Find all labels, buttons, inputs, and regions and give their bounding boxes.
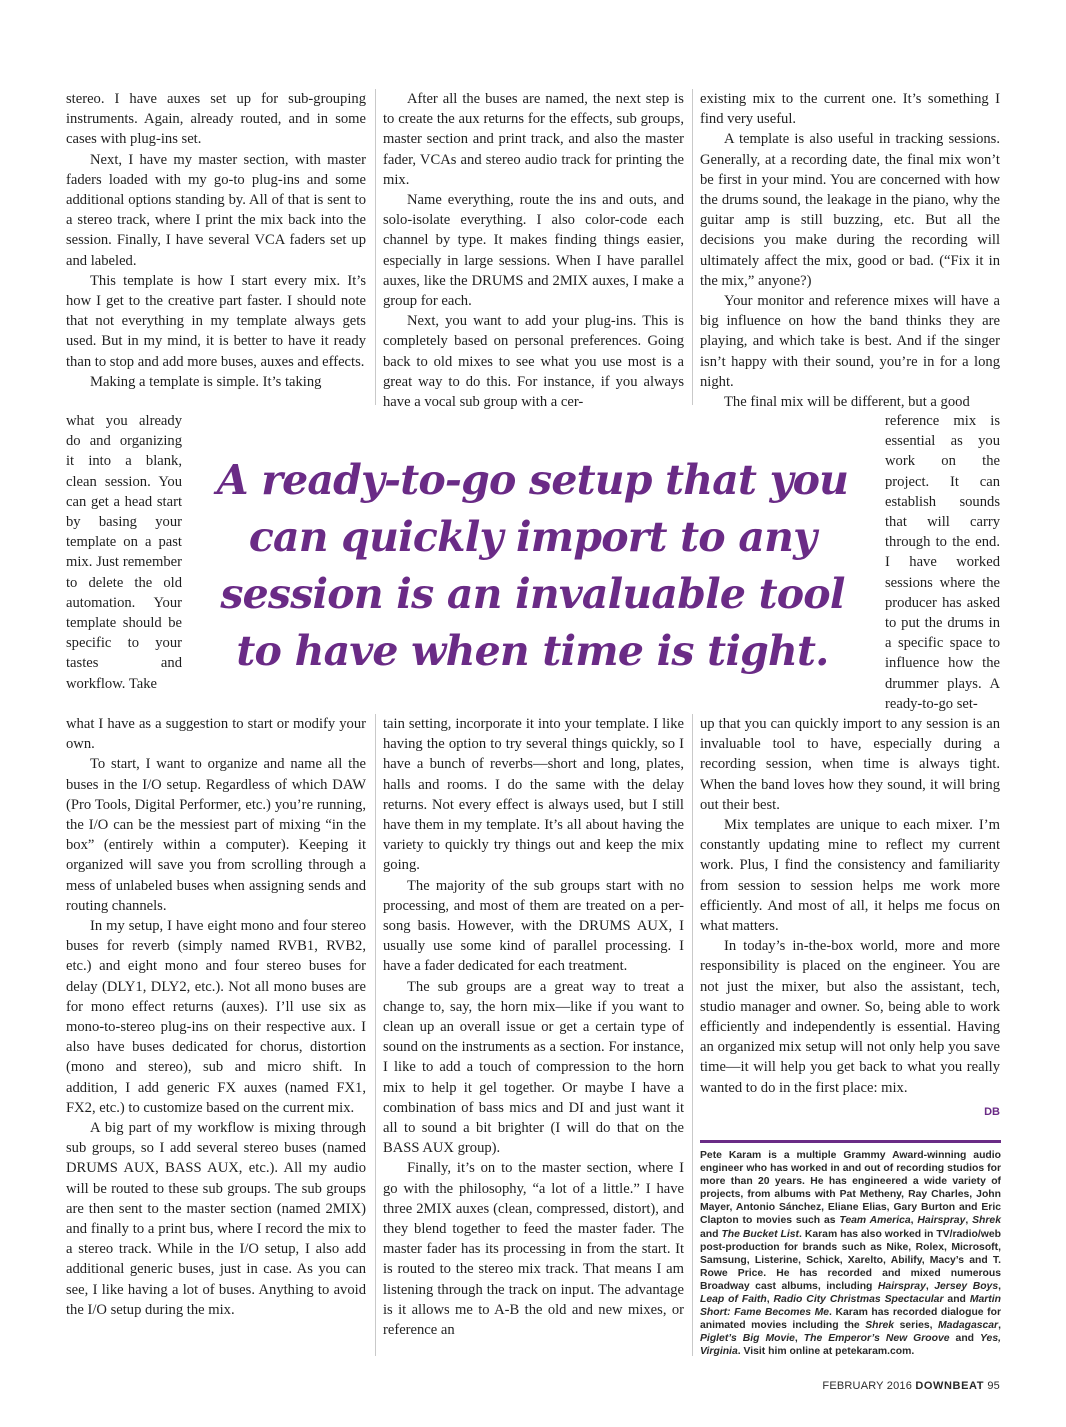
paragraph: A template is also useful in tracking sessions. Generally, at a recording date, the final mix won’t be first in your mind. You are concerned with how the drums sound, the leakage in the piano, why the guitar amp is still buzzing, etc. But all the decisions you make during the recording will ultimately affect the mix, good or bad. (“Fix it in the mix,” anyone?) [700,131,1000,289]
bio-title: Team America [839,1215,911,1227]
bio-text: and [949,1333,981,1345]
bio-title: Madagascar [938,1320,999,1332]
paragraph: The sub groups are a great way to treat a change to, say, the horn mix—like if you want to clean up an overall issue or get a certain type of sound on the instruments as a section. For instance, I like to add a touch of compression to the horn mix to help it gel together. Or maybe I have a combination of bass mics and DI and just want it all to sound a bit brighter (I will do that on the BASS AUX group). [383,978,684,1157]
bio-text: , [998,1320,1001,1332]
end-mark: DB [984,1105,1000,1118]
paragraph: reference mix is essential as you work on the project. It can establish sounds that will carry through to the end. I have worked sessions where the producer has asked to put the drums in a specific space to influence how the drummer plays. A ready-to-go set- [885,413,1000,712]
bio-text: , [794,1333,804,1345]
article-column-middle-bottom [383,714,684,1340]
bio-title: The Bucket List [721,1228,799,1240]
bio-text: , [766,1294,774,1306]
paragraph: This template is how I start every mix. It’s how I get to the creative part faster. I should note that not everything in my template always gets used. But in my mind, it is better to have it ready than to stop and add more buses, auxes and effects. [66,272,366,370]
paragraph: In today’s in-the-box world, more and more responsibility is placed on the engineer. You are not just the mixer, but also the assistant, tech, studio manager and owner. So, being able to work efficiently and independently is essential. Having an organized mix setup will not only help you save time—it will help you get back to what you really wanted to do in the first place: mix. [700,938,1000,1096]
paragraph: Your monitor and reference mixes will have a big influence on how the band thinks they are playing, and which take is best. And if the singer isn’t happy with their sound, you’re in for a long night. [700,293,1000,390]
bio-title: Shrek [972,1215,1001,1227]
bio-text: , [965,1215,973,1227]
bio-divider [700,1140,1001,1143]
page-number: 95 [987,1380,1000,1392]
column-rule-left-top [375,89,376,405]
column-rule-right-top [692,89,693,405]
article-column-left-bottom [66,714,366,1320]
bio-title: The Emperor’s New Groove [803,1333,950,1345]
bio-title: Hairspray [917,1215,966,1227]
bio-text: . Karam has also worked in TV/radio/web post-production for brands such as Nike, Rolex, Microsoft, Samsung, Listerine, Schick, Xarelto, Abilify, Macy’s and T. Rowe Price. He has recorded and mixed numerous Broadway cast albums, including [700,1228,1001,1292]
paragraph: In my setup, I have eight mono and four stereo buses for reverb (simply named RVB1, RVB2, etc.) and eight mono and four stereo buses for delay (DLY1, DLY2, etc.). Not all mono buses are for mono effect returns (auxes). I’ll use six as mono-to-stereo plug-ins on their respective aux. I also have buses dedicated for chorus, distortion (mono and stereo), sub and micro shift. In addition, I add generic FX auxes (named FX1, FX2, etc.) to customize based on the current mix. [66,918,366,1116]
bio-title: Shrek [865,1320,895,1332]
paragraph: Making a template is simple. It’s taking [90,373,322,390]
bio-title: Hairspray [877,1280,926,1292]
bio-title: Yes, Virginia [700,1333,1002,1358]
paragraph: up that you can quickly import to any session is an invaluable tool to have, especially during a recording session, when time is always tight. When the band loves how they sound, it will bring out their best. [700,716,1000,813]
pull-quote [205,452,860,680]
paragraph: what you already do and organizing it into a blank, clean session. You can get a head start by basing your template on a past mix. Just remember to delete the old automation. Your template should be specific to your tastes and workflow. Take [66,413,182,692]
author-bio [700,1149,1001,1359]
bio-text: . Visit him online at petekaram.com. [737,1346,915,1358]
bio-title: Radio City Christmas Spectacular [773,1294,944,1306]
pull-quote-line: can quickly import to any [248,513,817,561]
paragraph: The majority of the sub groups start with no processing, and most of them are treated on a per-song basis. However, with the DRUMS AUX, I usually use some kind of parallel processing. I have a fader dedicated for each treatment. [383,877,684,975]
paragraph: existing mix to the current one. It’s something I find very useful. [700,91,1000,128]
article-column-right-top [700,89,1000,412]
magazine-name: DOWNBEAT [915,1380,985,1392]
paragraph: Mix templates are unique to each mixer. I’m constantly updating mine to reflect my current work. Plus, I find the consistency and familiarity from session to session helps me work more efficiently. And most of all, it helps me focus on what matters. [700,817,1000,935]
paragraph: what I have as a suggestion to start or modify your own. [66,716,366,753]
article-column-right-bottom [700,714,1000,1122]
bio-text: and [700,1228,722,1240]
pull-quote-line: A ready-to-go setup that you [216,456,849,504]
bio-title: Leap of Faith [700,1294,767,1306]
article-paragraphs [700,714,1000,1098]
bio-title: Piglet’s Big Movie [700,1333,795,1345]
pull-quote-line: session is an invaluable tool [220,570,845,618]
issue-date: FEBRUARY 2016 [822,1380,913,1392]
bio-title: Martin Short: Fame Becomes Me [700,1294,1001,1319]
column-rule-right-bottom [692,714,693,1356]
paragraph: Finally, it’s on to the master section, where I go with the philosophy, “a lot of a little.” I have three 2MIX auxes (clean, compressed, distort), and they blend together to feed the master fader. The master fader has its processing in from the start. It is routed to the stereo mix track. That means I am listening through the track on input. The advantage is it allows me to A-B the old and new mixes, or reference an [383,1160,684,1339]
article-column-left-wrap [66,411,182,694]
paragraph: The final mix will be different, but a good [724,394,970,411]
bio-text: series, [894,1320,939,1332]
column-rule-left-bottom [375,714,376,1356]
paragraph: stereo. I have auxes set up for sub-grouping instruments. Again, already routed, and in some cases with plug-ins set. [66,91,366,148]
pull-quote-line: to have when time is tight. [236,627,829,675]
paragraph: After all the buses are named, the next step is to create the aux returns for the effects, sub groups, master section and print track, and also the master fader, VCAs and stereo audio track for printing the mix. [383,91,684,188]
article-column-right-wrap [885,411,1000,714]
bio-text: . Karam has recorded dialogue for animated movies including the [700,1307,1001,1332]
paragraph: To start, I want to organize and name all the buses in the I/O setup. Regardless of which DAW (Pro Tools, Digital Performer, etc.) you’re running, the I/O can be the messiest part of mixing “in the box” (entirely within a computer). Keeping it organized will save you from scrolling through a mess of unlabeled buses when assigning sends and routing channels. [66,756,366,914]
page-footer [822,1380,1000,1392]
article-column-middle-top [383,89,684,412]
paragraph: A big part of my workflow is mixing through sub groups, so I add several stereo buses (named DRUMS AUX, BASS AUX, etc.). All my audio will be routed to these sub groups. The sub groups are then sent to the master section (named 2MIX) and finally to a print bus, where I record the mix to a stereo track. While in the I/O setup, I also add additional generic buses, just in case. As you can see, I like having a lot of buses. Anything to avoid the I/O setup during the mix. [66,1120,366,1318]
bio-text: , [998,1280,1001,1292]
paragraph: Next, you want to add your plug-ins. This is completely based on personal preferences. Going back to old mixes to see what you use most is a great way to do this. For instance, if you always have a vocal sub group with a cer- [383,313,684,411]
paragraph: tain setting, incorporate it into your template. I like having the option to try several things quickly, so I have a bunch of reverbs—short and long, plates, halls and rooms. I do the same with the delay returns. Not every effect is always used, but I still have them in my template. It’s all about having the variety to quickly try things out and keep the mix going. [383,716,684,874]
bio-text: , [910,1215,918,1227]
bio-text: , [925,1280,935,1292]
bio-text: Pete Karam is a multiple Grammy Award-winning audio engineer who has worked in and out of recording studios for more than 20 years. He has engineered a wide variety of projects, from albums with Pat Metheny, Ray Charles, John Mayer, Antonio Sánchez, Eliane Elias, Gary Burton and Eric Clapton to movies such as [700,1150,1001,1227]
article-column-left-top [66,89,366,392]
bio-title: Jersey Boys [934,1280,999,1292]
bio-text: and [943,1294,970,1306]
paragraph: Next, I have my master section, with master faders loaded with my go-to plug-ins and some additional options standing by. All of that is sent to a stereo track, where I print the mix back into the session. Finally, I have several VCA faders set up and labeled. [66,151,366,269]
paragraph: Name everything, route the ins and outs, and solo-isolate everything. I also color-code each channel by type. It makes finding things easier, especially in large sessions. When I have parallel auxes, like the DRUMS and 2MIX auxes, I make a group for each. [383,192,684,310]
